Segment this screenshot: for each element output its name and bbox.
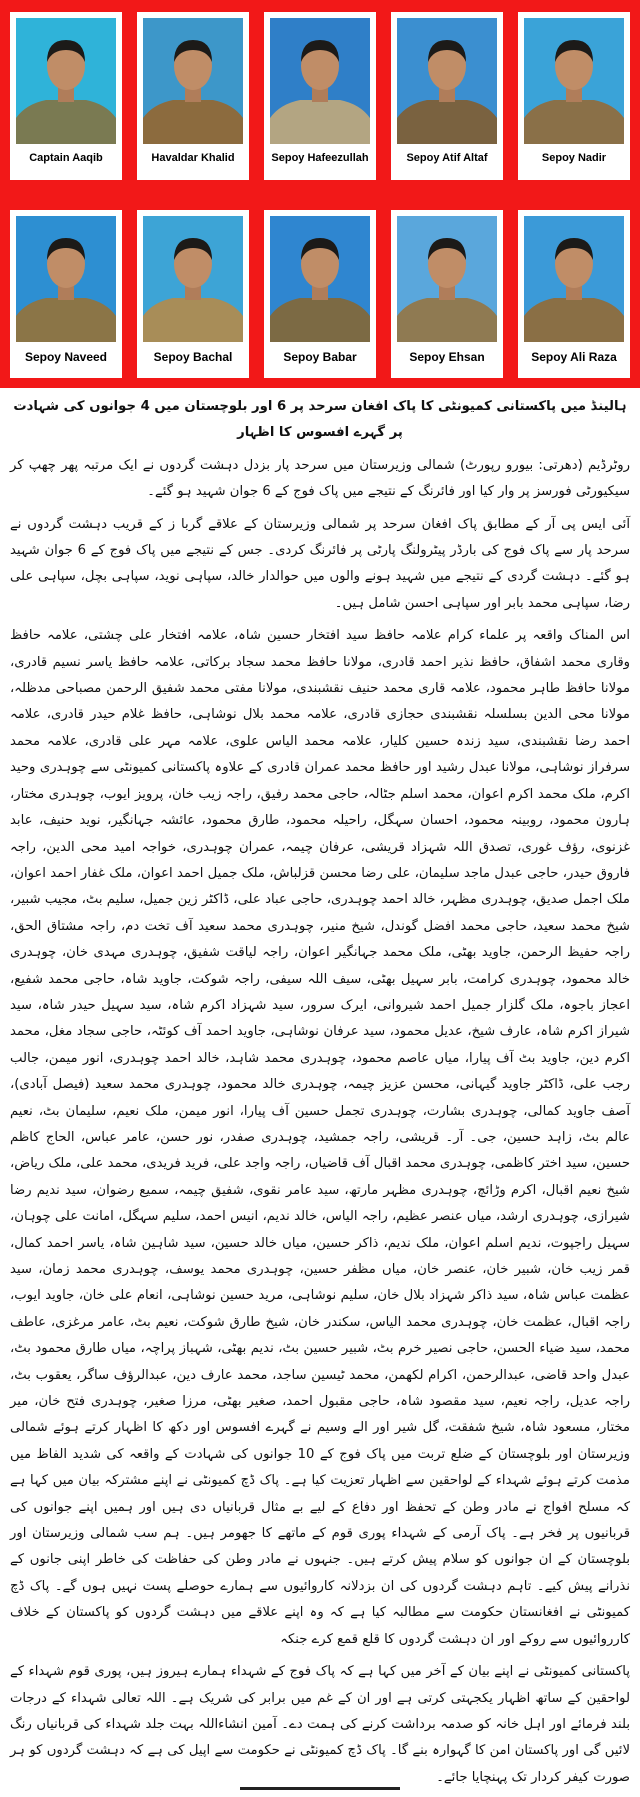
soldier-card <box>391 210 503 378</box>
soldier-name: Havaldar Khalid <box>151 152 235 164</box>
article-paragraph: روٹرڈیم (دھرتی: بیورو رپورٹ) شمالی وزیرستان میں سرحد پار بزدل دہشت گردوں نے ایک مرتبہ پھر چھپ کر سیکیورٹی فورسز پر وار کیا اور فائرنگ کے نتیجے میں پاک فوج کے 6 جوان شہید ہو گئے۔ <box>10 457 630 500</box>
soldier-name: Sepoy Ali Raza <box>531 350 617 364</box>
soldier-name: Sepoy Naveed <box>24 350 108 364</box>
soldier-portrait <box>397 18 497 144</box>
soldier-card <box>137 210 249 378</box>
soldier-card <box>264 210 376 378</box>
soldier-row-1 <box>10 12 630 180</box>
soldier-name: Sepoy Babar <box>283 350 357 364</box>
soldier-name: Sepoy Nadir <box>541 152 607 164</box>
soldier-name: Captain Aaqib <box>29 152 103 164</box>
soldier-card <box>391 12 503 180</box>
soldier-card <box>518 12 630 180</box>
article-paragraph: اس المناک واقعہ پر علماء کرام علامہ حافظ سید افتخار حسین شاہ، علامہ افتخار علی چشتی، علامہ حافظ وقاری محمد اشفاق، حافظ نذیر احمد قادری، مولانا حافظ محمد سجاد برکاتی، علامہ حافظ یاسر نسیم قادری، مولانا حافظ طاہر محمود، علامہ قاری محمد حنیف نقشبندی، مولانا مفتی محمد شفیق الرحمن مصباحی مدظلہ، مولانا محی الدین بسلسلہ نقشبندی حجازی قادری، علامہ محمد بلال نوشاہی، حافظ غلام حیدر قادری، علامہ احمد رضا نقشبندی، سید زندہ حسین کلیار، علامہ محمد الیاس علوی، علامہ مہر علی قادری، علامہ محمد سرفراز نوشاہی، مولانا عبدل رشید اور حافظ محمد عمران قادری کے علاوہ پاکستانی کمیونٹی سے چوہدری وحید اکرم، ملک محمد اکرم اعوان، محمد اسلم جٹالہ، حاجی محمد رفیق، راجہ زیب خان، پرویز ایوب، چوہدری مختار، ہارون محمود، روبینہ محمود، احسان سہگل، راحیلہ محمود، طارق محمود، عائشہ جہانگیر، نوید حنیف، عابد غزنوی، رؤف غوری، تصدق اللہ شہزاد قریشی، عرفان چیمہ، عمران چوہدری، خواجہ امید محی الدین، راجہ فاروق حیدر، حاجی عبدل ماجد سلیمان، علی رضا محسن قزلباش، ملک جمیل احمد اعوان، ملک غفار احمد اعوان، ملک اجمل صدیق، چوہدری مظہر، خالد احمد چوہدری، حاجی عباد علی، ڈاکٹر زین جمیل، سلیم بٹ، مجیب شبیر، شیخ محمد سعید، حاجی محمد افضل گوندل، شیخ منیر، چوہدری محمد سعید آف تخت دم، راجہ مشتاق الحق، راجہ حفیظ الرحمن، جاوید بھٹی، ملک محمد جہانگیر اعوان، راجہ لیاقت شفیق، چوہدری مہدی خان، چوہدری خالد محمود، چوہدری کرامت، بابر سہیل بھٹی، سیف اللہ سیفی، راجہ شوکت، جاوید شاہ، حاجی محمد شفیع، اعجاز باجوہ، ملک گلزار جمیل احمد شیروانی، ایرک سرور، سید شہزاد اکرم شاہ، سید سہیل حیدر شاہ، سید شیراز اکرم شاہ، عارف شیخ، عدیل محمود، سید عرفان نوشاہی، جاوید احمد آف کوئٹہ، حاجی سجاد مغل، محمد اکرم دین، جاوید بٹ آف پیارا، میاں عاصم محمود، چوہدری محمد شاہد، خالد احمد چوہدری، انور میمن، جالب رجب علی، ڈاکٹر جاوید گیہانی، محسن عزیز چیمہ، چوہدری خالد محمود، چوہدری محمد سعید (فیصل آبادی)، آصف جاوید کمالی، چوہدری بشارت، چوہدری تجمل حسین آف پیارا، انور میمن، ملک نعیم، سلیمان بٹ، نعیم عالم بٹ، زاہد حسین، جی۔ آر۔ قریشی، راجہ جمشید، چوہدری صفدر، نور حسن، عامر عباس، الحاج کاظم حسین، سید اختر کاظمی، چوہدری محمد اقبال آف قاضیاں، راجہ واجد علی، فرید فریدی، محمد علی، ملک ریاض، شیخ نعیم اقبال، اکرم وڑائچ، چوہدری مظہر مارتھ، سید عامر نقوی، شفیق چیمہ، سمیع رضوان، سید ندیم رضا شیرازی، چوہدری ارشد، میاں عنصر عظیم، راجہ الیاس، خالد ندیم، انیس احمد، سلیم سہگل، امانت علی چوہان، سہیل راجپوت، ندیم اسلم اعوان، ملک ندیم، ذاکر حسین، میاں خالد حسین، سید شاہین شاہ، یاسر احمد کمال، قمر زیب خان، شبیر خان، عنصر خان، میاں مظفر حسین، چوہدری محمد یوسف، چوہدری محمد زمان، سید عظمت عباس شاہ، سید ذاکر شہزاد بلال خان، سلیم نوشاہی، مرید حسین نوشاہی، انعام علی خان، جاوید ایوب، راجہ اقبال، عظمت خان، چوہدری محمد الیاس، سکندر خان، شیخ طارق شوکت، نعیم بٹ، عامر مرغزی، عاطف محمد، سید ضیاء الحسن، حاجی نصیر خرم بٹ، شبیر حسین بٹ، ندیم بھٹی، شہباز پراچہ، میاں طارق محمود بٹ، عبدل واحد قاضی، عبدالرحمن، اکرام لکھمن، محمد ٹیسین ساجد، محمد عارف دین، عبدالرؤف ساگر، یعقوب بٹ، راجہ عدیل، راجہ نعیم، سید مقصود شاہ، حاجی مقبول احمد، صغیر بھٹی، مرزا صغیر، چوہدری فتح خان، میر مختار، مسعود شاہ، شیخ شفقت، گل شیر اور الے وسیم نے گہرے افسوس اور دکھ کا اظہار کرتے ہوئے شمالی وزیرستان اور بلوچستان کے ضلع تربت میں پاک فوج کے 10 جوانوں کی شہادت کے واقعہ کی شدید الفاظ میں مذمت کرتے ہوئے شہداء کے لواحقین سے اظہار تعزیت کیا ہے۔ پاک ڈچ کمیونٹی نے اپنے مشترکہ بیان میں کہا ہے کہ مسلح افواج نے مادر وطن کے تحفظ اور دفاع کے لیے بے مثال قربانیاں دی ہیں اور ہمیں اپنے جوانوں کی قربانیوں پر فخر ہے۔ پاک آرمی کے شہداء پوری قوم کے ماتھے کا جھومر ہیں۔ ہم سب شمالی وزیرستان اور بلوچستان کے ان جوانوں کو سلام پیش کرتے ہیں۔ جنہوں نے مادر وطن کی حفاظت کی خاطر اپنی جانوں کے نذرانے پیش کیے۔ تاہم دہشت گردوں کی ان بزدلانہ کاروائیوں سے ہمارے حوصلے پست نہیں ہوں گے۔ پاک ڈچ کمیونٹی نے افغانستان حکومت سے مطالبہ کیا ہے کہ وہ اپنے علاقے میں دہشت گردوں کو پاکستان کے خلاف کارروائیوں سے روکے اور ان دہشت گردوں کا قلع قمع کرے جنکہ <box>10 628 631 1647</box>
soldier-name: Sepoy Ehsan <box>409 350 485 364</box>
soldier-card <box>10 210 122 378</box>
soldier-card <box>10 12 122 180</box>
news-article <box>10 394 630 1797</box>
soldier-name: Sepoy Bachal <box>153 350 233 364</box>
soldier-portrait <box>270 216 370 342</box>
soldier-portrait <box>16 18 116 144</box>
article-headline: ہالینڈ میں پاکستانی کمیونٹی کا پاک افغان سرحد پر 6 اور بلوچستان میں 4 جوانوں کی شہادت پر گہرے افسوس کا اظہار <box>13 399 627 441</box>
article-paragraph: پاکستانی کمیونٹی نے اپنے بیان کے آخر میں کہا ہے کہ پاک فوج کے شہداء ہمارے ہیروز ہیں، پوری قوم شہداء کے لواحقین کے ساتھ اظہار یکجہتی کرتی ہے اور ان کے غم میں برابر کی شریک ہے۔ اللہ تعالی شہداء کے درجات بلند فرمائے اور اہل خانہ کو صدمہ برداشت کرنے کی ہمت دے۔ آمین انشاءاللہ بہت جلد شہداء کی قربانیاں رنگ لائیں گی اور پاکستان امن کا گہوارہ بنے گا۔ پاک ڈچ کمیونٹی نے حکومت سے اپیل کی ہے کہ دہشت گردوں کو ہر صورت کیفر کردار تک پہنچایا جائے۔ <box>10 1664 630 1785</box>
soldier-card <box>518 210 630 378</box>
soldier-portrait <box>143 18 243 144</box>
soldier-portrait <box>524 216 624 342</box>
soldier-portrait <box>270 18 370 144</box>
soldier-portrait <box>16 216 116 342</box>
soldier-name: Sepoy Atif Altaf <box>406 152 488 164</box>
soldier-portrait <box>143 216 243 342</box>
martyrs-photo-banner <box>0 0 640 388</box>
footer-divider <box>240 1787 400 1790</box>
soldier-card <box>264 12 376 180</box>
article-paragraph: آئی ایس پی آر کے مطابق پاک افغان سرحد پر شمالی وزیرستان کے علاقے گربا ز کے قریب دہشت گردوں نے سرحد پار سے پاک فوج کی بارڈر پیٹرولنگ پارٹی پر فائرنگ کردی۔ جس کے نتیجے میں پاک فوج کے 6 جوان شہید ہو گئے۔ دہشت گردی کے نتیجے میں شہید ہونے والوں میں حوالدار خالد، سپاہی نوید، سپاہی بچل، سپاہی علی رضا، سپاہی محمد بابر اور سپاہی احسن شامل ہیں۔ <box>10 516 630 611</box>
soldier-card <box>137 12 249 180</box>
soldier-portrait <box>524 18 624 144</box>
soldier-portrait <box>397 216 497 342</box>
soldier-row-2 <box>10 210 630 378</box>
soldier-name: Sepoy Hafeezullah <box>271 152 369 164</box>
